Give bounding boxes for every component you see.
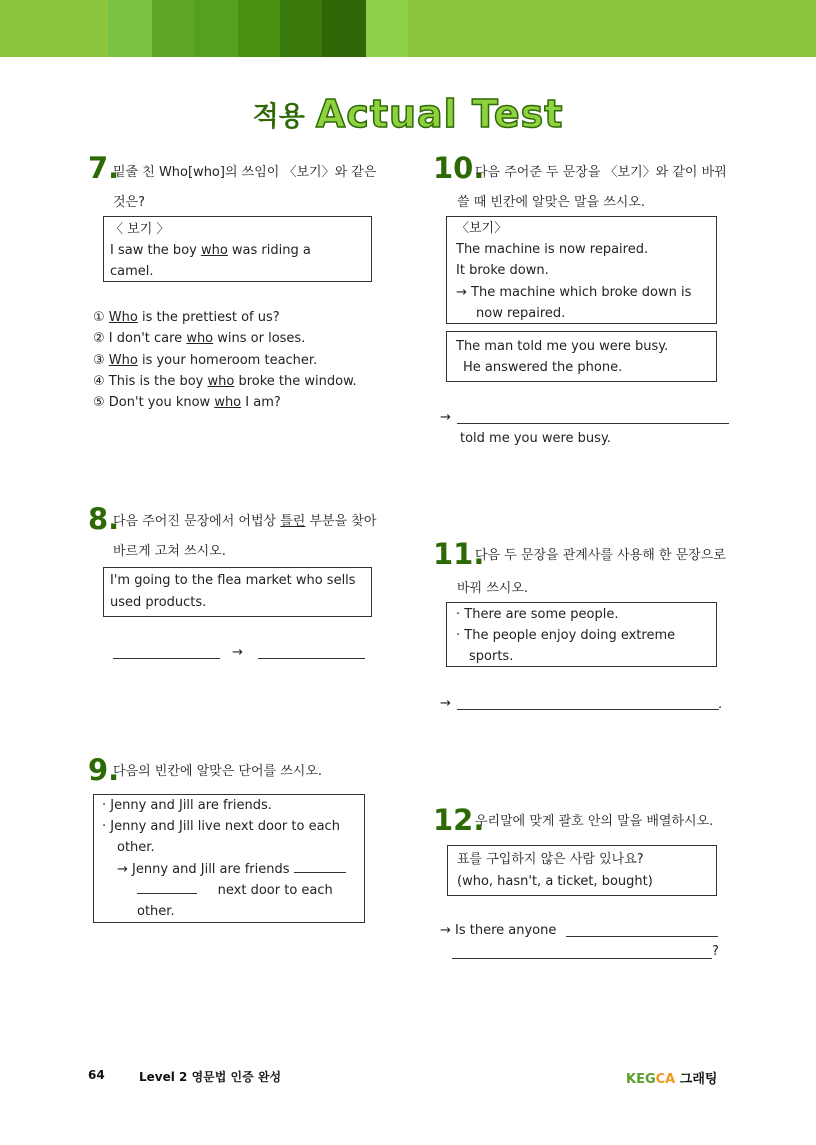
q9-box-line-6: other. xyxy=(137,904,175,919)
underlined-word: who xyxy=(214,395,242,411)
title-korean: 적용 xyxy=(252,101,305,133)
q9-box-line-1: · Jenny and Jill are friends. xyxy=(102,798,272,813)
q7-choice[interactable] xyxy=(93,350,317,371)
arrow-icon: → xyxy=(440,410,451,425)
q12-box-line-1: 표를 구입하지 않은 사람 있나요? xyxy=(457,852,644,867)
underlined-word: who xyxy=(200,243,228,258)
underlined-word: 틀린 xyxy=(280,514,306,529)
arrow-icon: → xyxy=(232,645,243,660)
text: was riding a xyxy=(227,243,311,258)
q10-answer-tail: told me you were busy. xyxy=(460,431,611,446)
q10-box2-line-2: He answered the phone. xyxy=(463,360,623,375)
brand-logo xyxy=(626,1068,717,1087)
q10-box-line-3: → The machine which broke down is xyxy=(456,285,692,300)
q12-answer-start: → Is there anyone xyxy=(440,923,557,938)
q7-choice[interactable] xyxy=(93,307,280,328)
q11-box-line-1: · There are some people. xyxy=(456,607,619,622)
q7-box-line-3: camel. xyxy=(110,264,154,279)
header-block xyxy=(108,0,152,57)
text: 다음 주어진 문장에서 어법상 xyxy=(113,514,281,529)
title-english: Actual Test xyxy=(315,92,564,136)
choice-text: This is the boy xyxy=(104,373,208,389)
q11-answer-blank[interactable] xyxy=(457,709,719,710)
choice-text: I am? xyxy=(241,395,281,411)
q12-question-mark: ? xyxy=(712,944,719,959)
q10-example-box xyxy=(446,216,717,324)
q7-example-box xyxy=(103,216,372,282)
q12-number: 12. xyxy=(433,803,485,837)
choice-text: broke the window. xyxy=(234,373,357,389)
q7-choice[interactable] xyxy=(93,392,281,413)
choice-number: ② xyxy=(93,331,105,347)
choice-text: wins or loses. xyxy=(213,331,306,347)
arrow-icon: → xyxy=(440,696,451,711)
q10-text-2: 쓸 때 빈칸에 알맞은 말을 쓰시오. xyxy=(457,195,646,210)
q7-text-1: 밑줄 친 Who[who]의 쓰임이 〈보기〉와 같은 xyxy=(113,165,377,180)
q8-box-line-2: used products. xyxy=(110,595,207,610)
choice-text: I don't care xyxy=(104,331,187,347)
header-block xyxy=(194,0,238,57)
choice-number: ⑤ xyxy=(93,395,105,411)
q7-text-2: 것은? xyxy=(113,195,146,210)
q7-box-label: 〈 보기 〉 xyxy=(110,222,170,237)
brand-part-2: CA xyxy=(655,1072,676,1087)
choice-text: is the prettiest of us? xyxy=(137,310,280,325)
q10-box-line-2: It broke down. xyxy=(456,263,549,278)
q10-number: 10. xyxy=(433,151,485,185)
header-block xyxy=(366,0,408,57)
q7-choice[interactable] xyxy=(93,371,357,392)
q9-box-line-5 xyxy=(137,880,333,901)
q7-number: 7. xyxy=(88,151,120,185)
q11-box-line-3: sports. xyxy=(469,649,514,664)
underlined-word: who xyxy=(207,373,235,389)
header-block xyxy=(322,0,366,57)
header-bar xyxy=(0,0,816,57)
q9-blank-2[interactable] xyxy=(137,893,197,894)
text: I saw the boy xyxy=(110,243,201,258)
q9-blank-1[interactable] xyxy=(294,872,346,873)
q11-sentence-box xyxy=(446,602,717,667)
text: next door to each xyxy=(217,883,333,898)
q7-box-line-2 xyxy=(110,240,311,261)
q11-text-1: 다음 두 문장을 관계사를 사용해 한 문장으로 xyxy=(475,548,726,563)
q8-number: 8. xyxy=(88,502,120,536)
q12-answer-blank-2[interactable] xyxy=(452,958,712,959)
q11-period: . xyxy=(718,697,723,712)
header-block xyxy=(238,0,280,57)
q10-sentence-box xyxy=(446,331,717,382)
q10-text-1: 다음 주어준 두 문장을 〈보기〉와 같이 바꿔 xyxy=(475,165,727,180)
text: 부분을 찾아 xyxy=(305,514,377,529)
choice-text: Don't you know xyxy=(104,395,215,411)
q10-answer-blank[interactable] xyxy=(457,423,729,424)
q11-number: 11. xyxy=(433,537,485,571)
q10-box2-line-1: The man told me you were busy. xyxy=(456,339,669,354)
brand-part-1: KEG xyxy=(626,1072,656,1087)
book-title: Level 2 영문법 인증 완성 xyxy=(139,1070,282,1084)
q9-box-line-4 xyxy=(117,859,346,880)
underlined-word: Who xyxy=(108,310,138,325)
choice-number: ④ xyxy=(93,373,105,389)
q12-sentence-box xyxy=(447,845,717,896)
underlined-word: Who xyxy=(108,352,138,368)
page-number: 64 xyxy=(88,1068,105,1082)
header-block xyxy=(280,0,322,57)
q8-text-1 xyxy=(113,515,376,528)
q8-sentence-box xyxy=(103,567,372,617)
q8-answer-blank-2[interactable] xyxy=(258,658,365,659)
text: → Jenny and Jill are friends xyxy=(117,862,290,877)
choice-number: ③ xyxy=(93,352,105,368)
q8-box-line-1: I'm going to the flea market who sells xyxy=(110,573,356,588)
choice-text: is your homeroom teacher. xyxy=(137,352,318,368)
brand-part-3: 그래팅 xyxy=(675,1072,718,1087)
q12-box-line-2: (who, hasn't, a ticket, bought) xyxy=(457,874,653,889)
q9-text-1: 다음의 빈칸에 알맞은 단어를 쓰시오. xyxy=(113,764,323,779)
q11-box-line-2: · The people enjoy doing extreme xyxy=(456,628,676,643)
choice-number: ① xyxy=(93,310,105,325)
q10-box-label: 〈보기〉 xyxy=(456,221,508,236)
q10-box-line-1: The machine is now repaired. xyxy=(456,242,649,257)
q10-box-line-4: now repaired. xyxy=(476,306,566,321)
underlined-word: who xyxy=(186,331,214,347)
q9-sentence-box xyxy=(93,794,365,923)
q11-text-2: 바꿔 쓰시오. xyxy=(457,581,529,596)
q12-answer-blank-1[interactable] xyxy=(566,936,718,937)
header-block xyxy=(152,0,194,57)
q7-choice[interactable] xyxy=(93,328,305,349)
q8-answer-blank-1[interactable] xyxy=(113,658,220,659)
q12-text-1: 우리말에 맞게 괄호 안의 말을 배열하시오. xyxy=(475,814,714,829)
q8-text-2: 바르게 고쳐 쓰시오. xyxy=(113,544,226,559)
page-title xyxy=(0,92,816,136)
q9-box-line-2: · Jenny and Jill live next door to each xyxy=(102,819,340,834)
q9-box-line-3: other. xyxy=(117,840,155,855)
q9-number: 9. xyxy=(88,753,120,787)
